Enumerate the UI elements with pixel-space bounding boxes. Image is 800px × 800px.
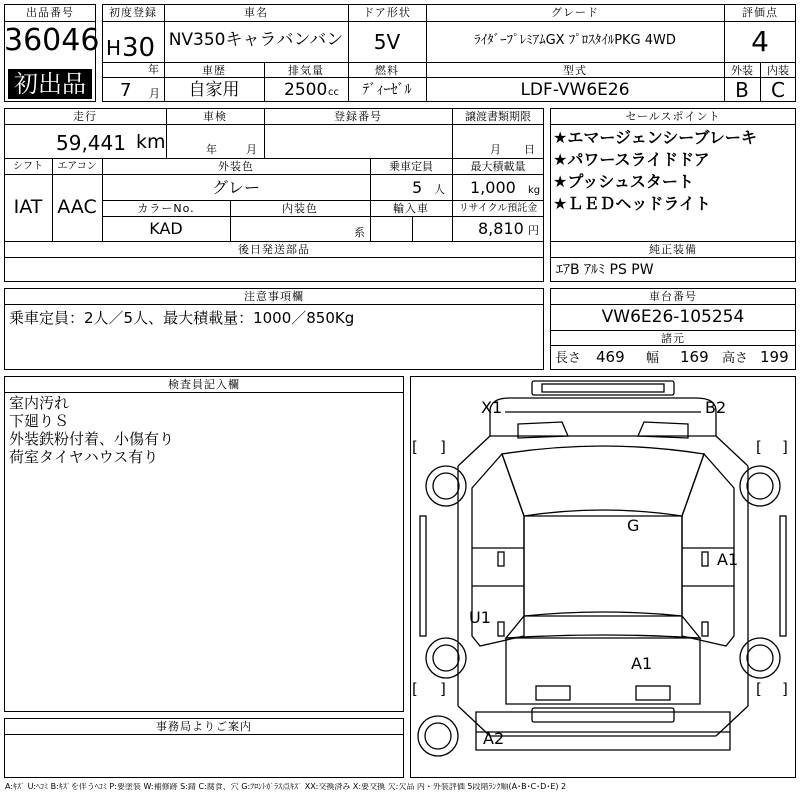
score: 4 xyxy=(751,25,769,58)
shift: IAT xyxy=(13,196,43,218)
inspection-month-unit: 月 xyxy=(246,143,257,156)
chassis-number-label: 車台番号 xyxy=(649,290,697,303)
history-label: 車歴 xyxy=(202,64,226,77)
color-number-label: カラーNo. xyxy=(137,202,195,215)
bracket-mark: ] xyxy=(440,438,446,456)
bracket-mark: [ xyxy=(412,438,418,456)
import-label: 輸入車 xyxy=(393,202,429,215)
recycle-fee: 8,810 xyxy=(478,219,524,238)
sales-point-item: ★パワースライドドア xyxy=(553,150,710,169)
model-code: LDF-VW6E26 xyxy=(520,80,630,100)
equipment-label: 純正装備 xyxy=(649,243,697,256)
mileage-label: 走行 xyxy=(73,110,97,123)
color-number: KAD xyxy=(149,219,183,238)
aircon-label: エアコン xyxy=(57,161,97,172)
inspector-line: 外装鉄粉付着、小傷有り xyxy=(9,430,175,448)
vehicle-diagram xyxy=(410,376,796,778)
door-type-label: ドア形状 xyxy=(363,6,411,19)
transfer-month-unit: 月 xyxy=(490,143,501,156)
damage-mark: U1 xyxy=(469,608,491,627)
first-registration-label: 初度登録 xyxy=(109,6,157,19)
capacity-unit: 人 xyxy=(434,183,445,196)
exterior-grade: B xyxy=(735,78,749,102)
sales-point-item: ★プッシュスタート xyxy=(553,172,694,191)
inspector-label: 検査員記入欄 xyxy=(168,378,240,391)
month-unit: 月 xyxy=(149,87,160,100)
bracket-mark: ] xyxy=(440,680,446,698)
registration-month: 7 xyxy=(120,80,132,101)
year-unit: 年 xyxy=(148,63,159,76)
later-parts-label: 後日発送部品 xyxy=(238,243,310,256)
notes-label: 注意事項欄 xyxy=(244,290,304,303)
office-label: 事務局よりご案内 xyxy=(156,720,252,733)
chassis-number: VW6E26-105254 xyxy=(601,307,745,327)
max-load-unit: kg xyxy=(528,185,541,196)
score-label: 評価点 xyxy=(742,6,778,19)
inspector-line: 下廻りＳ xyxy=(9,412,70,430)
fuel: ﾃﾞｨｰｾﾞﾙ xyxy=(362,82,412,98)
first-listing-badge: 初出品 xyxy=(8,69,92,99)
length-label: 長さ xyxy=(555,351,582,366)
inspector-line: 室内汚れ xyxy=(9,394,70,412)
bracket-mark: ] xyxy=(782,438,788,456)
sales-point-item: ★ＬＥＤヘッドライト xyxy=(553,194,711,213)
width-label: 幅 xyxy=(646,351,660,366)
model-code-label: 型式 xyxy=(563,64,587,77)
inspection-year-unit: 年 xyxy=(206,143,217,156)
mileage-unit: km xyxy=(136,131,166,153)
length: 469 xyxy=(596,348,625,366)
bracket-mark: ] xyxy=(782,680,788,698)
bracket-mark: [ xyxy=(412,680,418,698)
sales-point-item: ★エマージェンシーブレーキ xyxy=(553,128,757,147)
interior-grade-label: 内装 xyxy=(767,64,789,77)
height-label: 高さ xyxy=(722,351,749,366)
grade-label: グレード xyxy=(551,6,599,19)
damage-mark: A1 xyxy=(717,550,739,569)
damage-mark: X1 xyxy=(481,398,503,417)
damage-mark: B2 xyxy=(705,398,727,417)
displacement-label: 排気量 xyxy=(288,64,324,77)
height: 199 xyxy=(760,348,789,366)
recycle-fee-unit: 円 xyxy=(528,224,539,237)
capacity-label: 乗車定員 xyxy=(389,160,433,173)
displacement-unit: cc xyxy=(328,87,339,98)
dimensions-label: 諸元 xyxy=(661,332,685,345)
aircon: AAC xyxy=(57,196,97,218)
max-load-label: 最大積載量 xyxy=(470,160,526,173)
legend-text: A:ｷｽﾞ U:ﾍｺﾐ B:ｷｽﾞを伴うﾍｺﾐ P:要塗装 W:補修跡 S:錆 C:腐食、穴 G:ﾌﾛﾝﾄｶﾞﾗｽ点ｷｽﾞ XX:交換済み X:要交換 欠:欠品 内・外装評価 5段階ﾗﾝｸ順(A･B･C･D･E) 2 xyxy=(5,783,567,791)
bracket-mark: [ xyxy=(756,438,762,456)
max-load: 1,000 xyxy=(470,178,516,197)
recycle-fee-label: リサイクル預託金 xyxy=(458,203,538,214)
fuel-label: 燃料 xyxy=(375,64,399,77)
registration-number-label: 登録番号 xyxy=(334,110,382,123)
damage-mark: G xyxy=(627,516,640,535)
era-letter: H xyxy=(106,36,122,60)
car-name-label: 車名 xyxy=(244,6,268,19)
sales-points-label: セールスポイント xyxy=(625,110,721,123)
width: 169 xyxy=(680,348,709,366)
grade: ﾗｲﾀﾞｰﾌﾟﾚﾐｱﾑGX ﾌﾟﾛｽﾀｲﾙPKG 4WD xyxy=(474,33,676,48)
damage-mark: A2 xyxy=(483,729,505,748)
damage-mark: A1 xyxy=(631,654,653,673)
exterior-grade-label: 外装 xyxy=(731,64,753,77)
transfer-docs-label: 譲渡書類期限 xyxy=(465,110,531,123)
inspector-line: 荷室タイヤハウス有り xyxy=(9,448,159,466)
car-name: NV350キャラバンバン xyxy=(168,30,344,50)
displacement: 2500 xyxy=(284,80,328,100)
door-type: 5V xyxy=(373,30,401,54)
capacity: 5 xyxy=(412,178,423,197)
interior-color-label: 内装色 xyxy=(282,202,318,215)
transfer-day-unit: 日 xyxy=(524,143,535,156)
registration-year: 30 xyxy=(122,33,156,63)
interior-grade: C xyxy=(771,78,785,102)
bracket-mark: [ xyxy=(756,680,762,698)
lot-number: 36046 xyxy=(4,23,100,58)
equipment-value: ｴｱB ｱﾙﾐ PS PW xyxy=(556,262,654,278)
shift-label: シフト xyxy=(13,161,43,172)
lot-number-label: 出品番号 xyxy=(26,6,74,19)
interior-color-unit: 系 xyxy=(354,226,365,239)
exterior-color: グレー xyxy=(211,178,260,197)
inspection-label: 車検 xyxy=(203,110,227,123)
notes-text: 乗車定員：2人／5人、最大積載量：1000／850Kg xyxy=(9,309,355,327)
mileage: 59,441 xyxy=(56,131,126,155)
history: 自家用 xyxy=(188,80,240,100)
exterior-color-label: 外装色 xyxy=(218,160,254,173)
